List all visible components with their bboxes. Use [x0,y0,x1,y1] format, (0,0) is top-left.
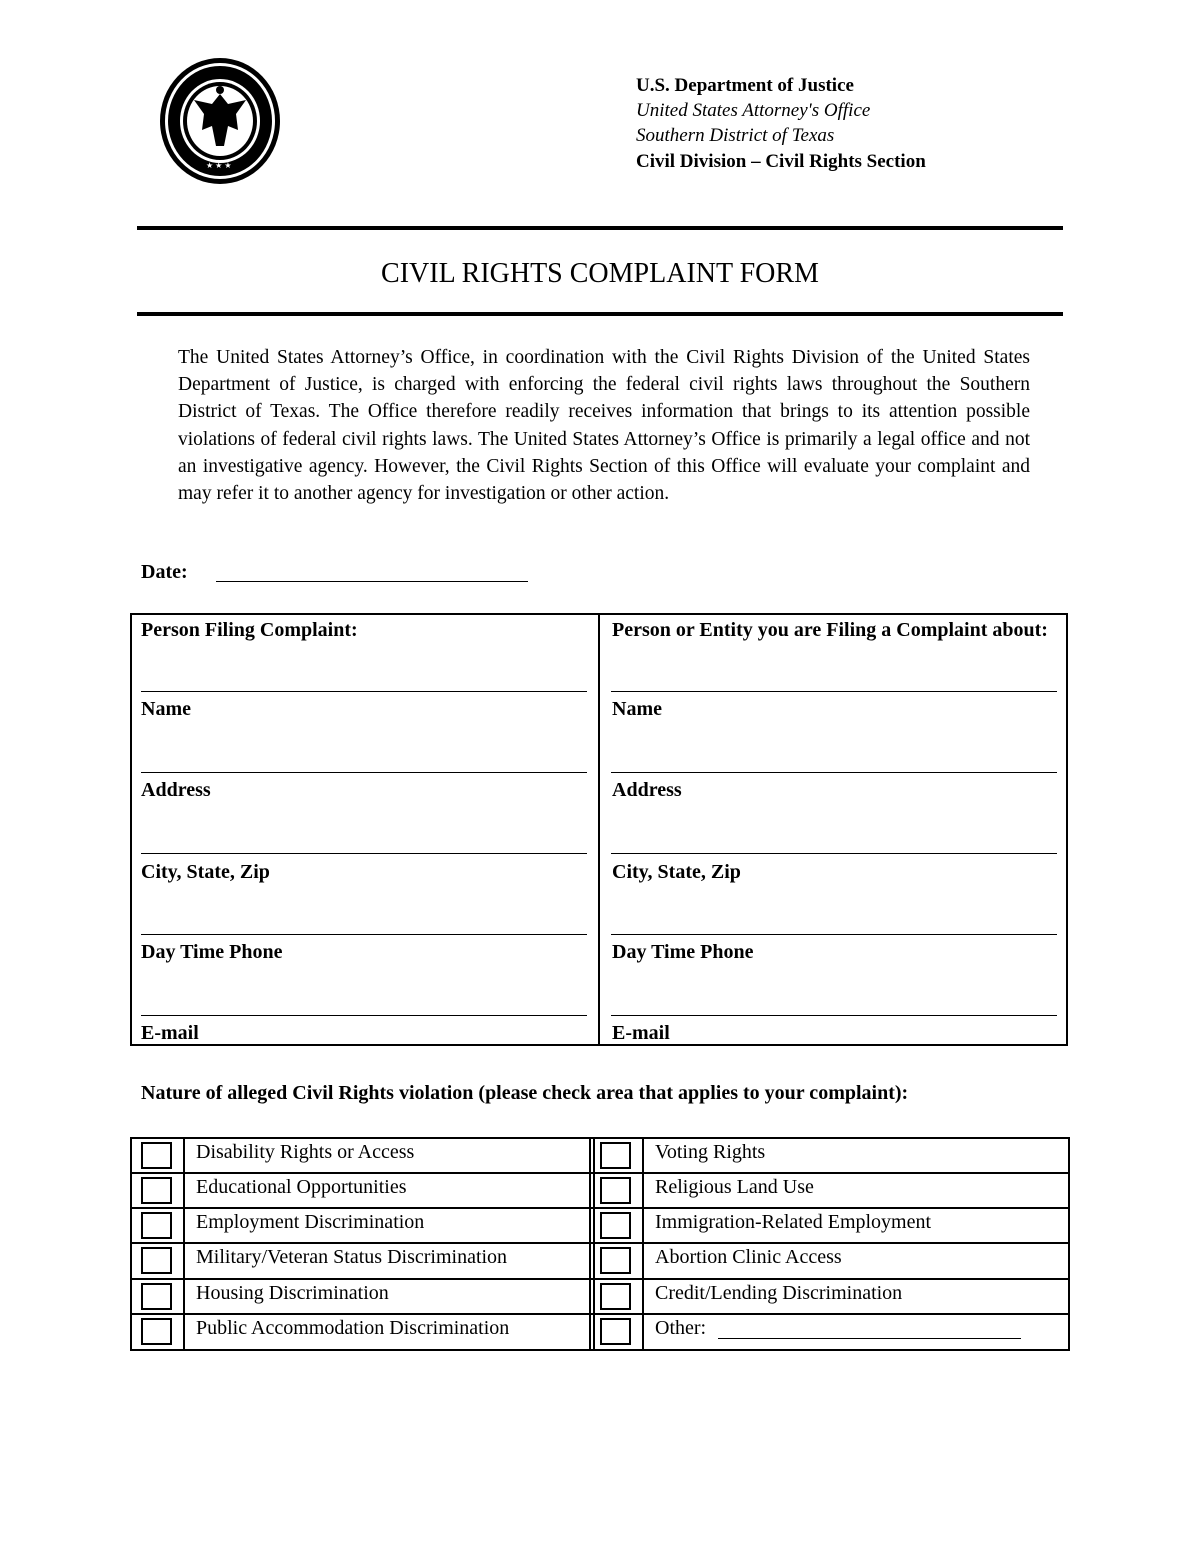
religious-land-checkbox[interactable] [600,1177,631,1204]
credit-lending-checkbox[interactable] [600,1283,631,1310]
respondent-email-label: E-mail [612,1022,670,1044]
complainant-phone-input[interactable] [141,934,587,935]
complainant-email-label: E-mail [141,1022,199,1044]
checklist-col-line [183,1137,185,1351]
housing-option: Housing Discrimination [196,1282,389,1304]
respondent-email-input[interactable] [611,1015,1057,1016]
complainant-phone-label: Day Time Phone [141,941,283,963]
checklist-row-line [130,1207,1070,1209]
date-label: Date: [141,561,188,583]
respondent-name-input[interactable] [611,691,1057,692]
education-checkbox[interactable] [141,1177,172,1204]
housing-checkbox[interactable] [141,1283,172,1310]
military-checkbox[interactable] [141,1247,172,1274]
intro-paragraph: The United States Attorney’s Office, in coordination with the Civil Rights Division of the United States Department of Justice, is charged with enforcing the federal civil rights laws throughout the Southern District of Texas. The Office therefore readily receives information that brings to its attention possible violations of federal civil rights laws. The United States Attorney’s Office is primarily a legal office and not an investigative agency. However, the Civil Rights Section of this Office will evaluate your complaint and may refer it to another agency for investigation or other action. [178,347,1030,505]
complainant-name-label: Name [141,698,191,720]
employment-checkbox[interactable] [141,1212,172,1239]
office-name: United States Attorney's Office [636,100,871,121]
svg-text:★ ★ ★: ★ ★ ★ [206,161,232,170]
district-name: Southern District of Texas [636,125,835,146]
form-title: CIVIL RIGHTS COMPLAINT FORM [381,258,819,289]
checklist-col-line [642,1137,644,1351]
complainant-address-input[interactable] [141,772,587,773]
complainant-email-input[interactable] [141,1015,587,1016]
respondent-name-label: Name [612,698,662,720]
immigration-option: Immigration-Related Employment [655,1211,932,1233]
abortion-clinic-option: Abortion Clinic Access [655,1246,842,1268]
other-option: Other: [655,1317,707,1339]
other-input[interactable] [718,1338,1021,1339]
complainant-name-input[interactable] [141,691,587,692]
immigration-checkbox[interactable] [600,1212,631,1239]
other-checkbox[interactable] [600,1318,631,1345]
checklist-col-line [589,1137,591,1351]
respondent-heading: Person or Entity you are Filing a Complaint about: [612,619,1048,641]
voting-option: Voting Rights [655,1141,766,1163]
disability-option: Disability Rights or Access [196,1141,415,1163]
title-rule-bottom [137,312,1063,316]
disability-checkbox[interactable] [141,1142,172,1169]
checklist-row-line [130,1172,1070,1174]
public-accommodation-option: Public Accommodation Discrimination [196,1317,510,1339]
employment-option: Employment Discrimination [196,1211,425,1233]
checklist-col-line [593,1137,595,1351]
military-option: Military/Veteran Status Discrimination [196,1246,508,1268]
respondent-address-input[interactable] [611,772,1057,773]
respondent-address-label: Address [612,779,682,801]
complainant-heading: Person Filing Complaint: [141,619,358,641]
religious-land-option: Religious Land Use [655,1176,814,1198]
nature-label: Nature of alleged Civil Rights violation (please check area that applies to your complaint): [141,1082,909,1104]
respondent-phone-label: Day Time Phone [612,941,754,963]
credit-lending-option: Credit/Lending Discrimination [655,1282,903,1304]
abortion-clinic-checkbox[interactable] [600,1247,631,1274]
complainant-city-label: City, State, Zip [141,861,270,883]
public-accommodation-checkbox[interactable] [141,1318,172,1345]
complainant-city-input[interactable] [141,853,587,854]
voting-checkbox[interactable] [600,1142,631,1169]
title-rule-top [137,226,1063,230]
department-name: U.S. Department of Justice [636,75,854,96]
complainant-address-label: Address [141,779,211,801]
date-field[interactable] [216,581,528,582]
checklist-row-line [130,1278,1070,1280]
section-name: Civil Division – Civil Rights Section [636,151,926,172]
checklist-row-line [130,1242,1070,1244]
respondent-city-label: City, State, Zip [612,861,741,883]
doj-seal-icon [158,56,282,186]
respondent-city-input[interactable] [611,853,1057,854]
checklist-row-line [130,1313,1070,1315]
respondent-phone-input[interactable] [611,934,1057,935]
education-option: Educational Opportunities [196,1176,407,1198]
party-table-divider [598,613,600,1046]
